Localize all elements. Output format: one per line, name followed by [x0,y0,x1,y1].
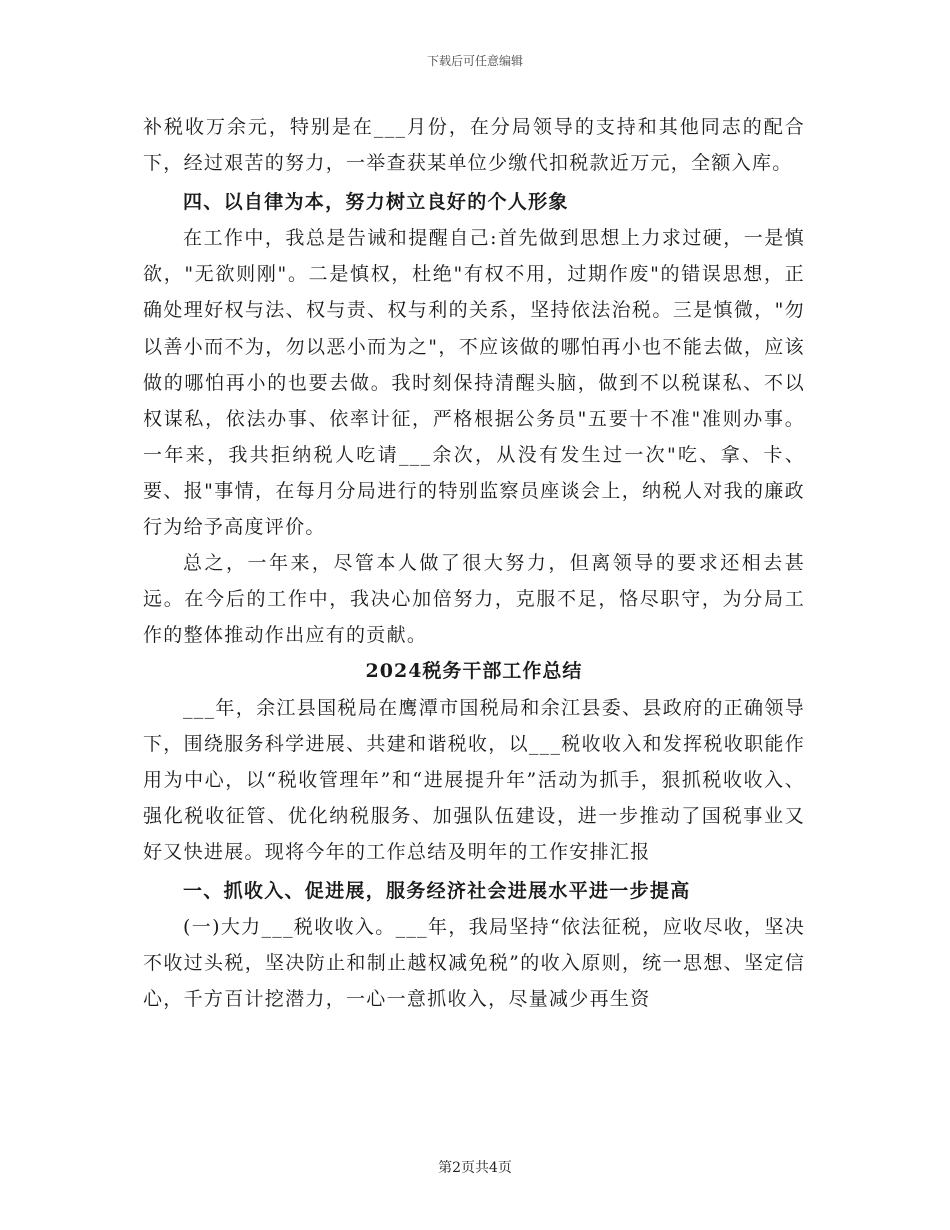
paragraph-revenue: (一)大力___税收收入。___年，我局坚持“依法征税，应收尽收，坚决不收过头税，坚决防止和制止越权减免税”的收入原则，统一思想、坚定信心，千方百计挖潜力，一心一意抓收入，尽量减少再生资 [143,916,805,1011]
paragraph-summary: 总之，一年来，尽管本人做了很大努力，但离领导的要求还相去甚远。在今后的工作中，我决心加倍努力，克服不足，恪尽职守，为分局工作的整体推动作出应有的贡献。 [143,552,805,647]
section-heading-4: 四、以自律为本，努力树立良好的个人形象 [183,191,569,214]
document-title: 2024税务干部工作总结 [365,660,583,683]
paragraph-intro: ___年，余江县国税局在鹰潭市国税局和余江县委、县政府的正确领导下，围绕服务科学进展、共建和谐税收，以___税收收入和发挥税收职能作用为中心，以“税收管理年”和“进展提升年”活动为抓手，狠抓税收收入、强化税收征管、优化纳税服务、加强队伍建设，进一步推动了国税事业又好又快进展。现将今年的工作总结及明年的工作安排汇报 [143,696,805,863]
document-body [143,109,805,1017]
paragraph-self-discipline: 在工作中，我总是告诫和提醒自己:首先做到思想上力求过硬，一是慎欲，"无欲则刚"。二是慎权，杜绝"有权不用，过期作废"的错误思想，正确处理好权与法、权与责、权与利的关系，坚持依法治税。三是慎微，"勿以善小而不为，勿以恶小而为之"，不应该做的哪怕再小也不能去做，应该做的哪怕再小的也要去做。我时刻保持清醒头脑，做到不以税谋私、不以权谋私，依法办事、依率计征，严格根据公务员"五要十不准"准则办事。一年来，我共拒纳税人吃请___余次，从没有发生过一次"吃、拿、卡、要、报"事情，在每月分局进行的特别监察员座谈会上，纳税人对我的廉政行为给予高度评价。 [143,227,805,539]
page-footer: 第2页共4页 [438,1160,512,1176]
page-header: 下载后可任意编辑 [426,54,523,68]
section-heading-1: 一、抓收入、促进展，服务经济社会进展水平进一步提高 [183,879,691,902]
paragraph-continuation: 补税收万余元，特别是在___月份，在分局领导的支持和其他同志的配合下，经过艰苦的努力，一举查获某单位少缴代扣税款近万元，全额入库。 [143,116,805,175]
